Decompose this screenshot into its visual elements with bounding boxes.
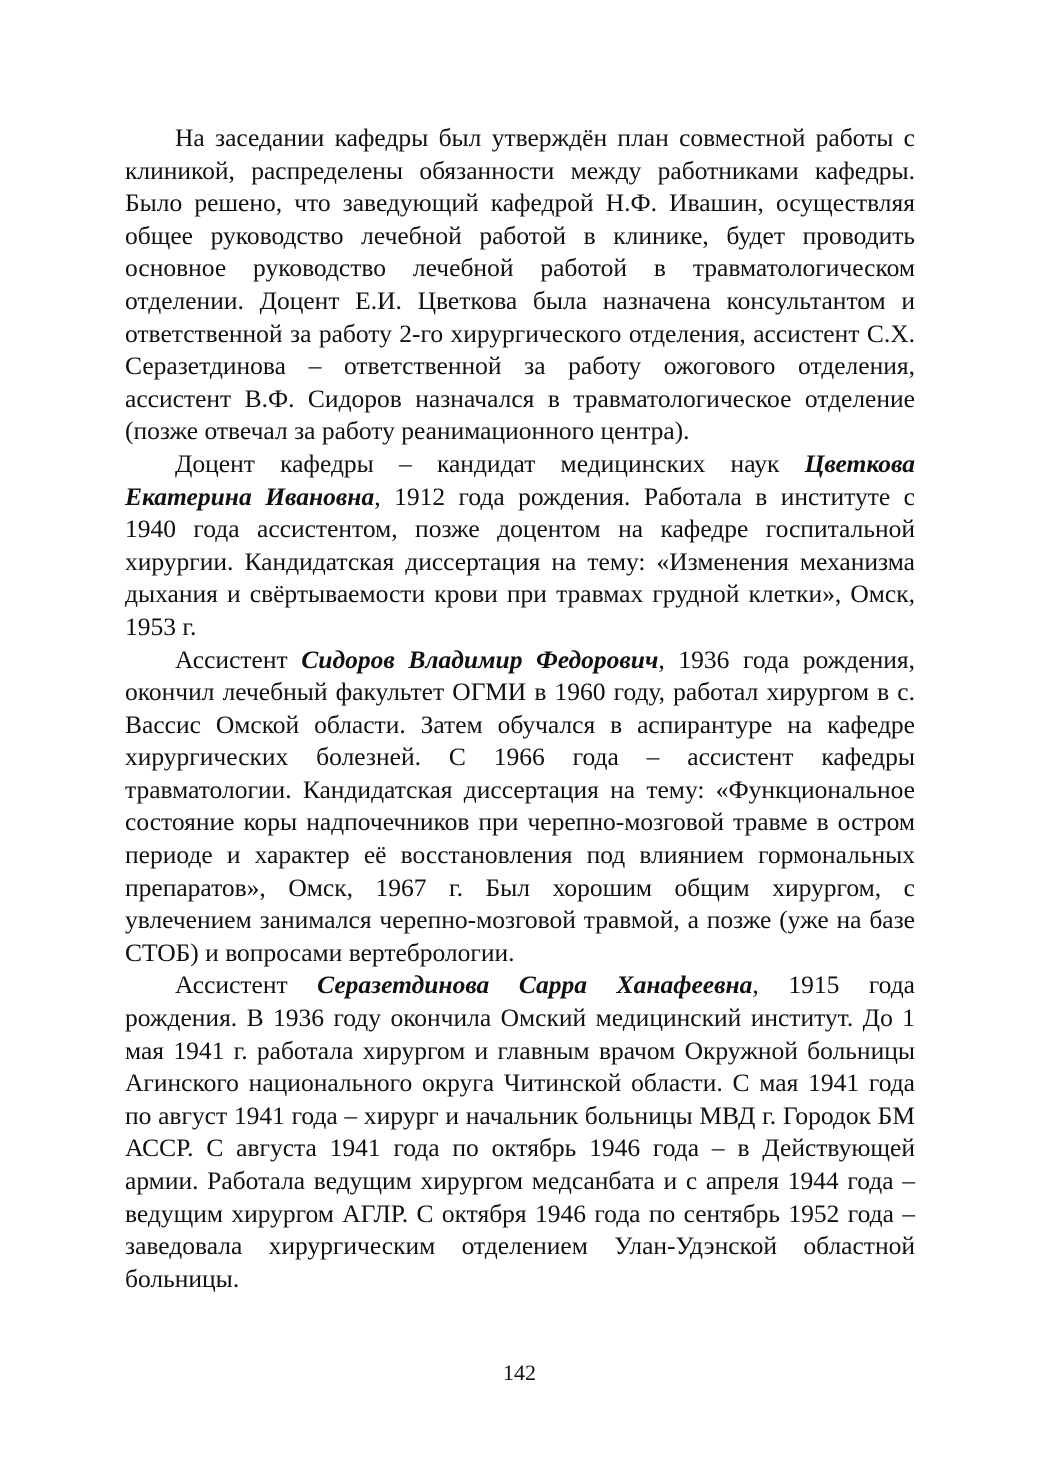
paragraph-text: Ассистент [175, 644, 302, 674]
page-number: 142 [503, 1360, 536, 1385]
person-name: Сидоров Владимир Федорович [301, 644, 659, 674]
paragraph-text: Ассистент [175, 970, 318, 1000]
paragraph-text: На заседании кафедры был утверждён план совместной работы с клиникой, распределены обязанности между работниками кафедры. Было решено, что заведующий кафедрой Н.Ф. Ивашин, осуществляя общее руководство лечебной работой в клинике, будет проводить основное руководство лечебной работой в травматологическом отделении. Доцент Е.И. Цветкова была назначена консультантом и ответственной за работу 2-го хирургического отделения, ассистент С.Х. Серазетдинова – ответственной за работу ожогового отделения, ассистент В.Ф. Сидоров назначался в травматологическое отделение (позже отвечал за работу реанимационного центра). [125, 123, 915, 446]
paragraph-text: Доцент кафедры – кандидат медицинских наук [175, 448, 805, 478]
paragraph-text: , 1915 года рождения. В 1936 году окончила Омский медицинский институт. До 1 мая 1941 г. работала хирургом и главным врачом Окружной больницы Агинского национального округа Читинской области. С мая 1941 года по август 1941 года – хирург и начальник больницы МВД г. Городок БМ АССР. С августа 1941 года по октябрь 1946 года – в Действующей армии. Работала ведущим хирургом медсанбата и с апреля 1944 года – ведущим хирургом АГЛР. С октября 1946 года по сентябрь 1952 года – заведовала хирургическим отделением Улан-Удэнской областной больницы. [125, 970, 915, 1293]
paragraph [125, 969, 915, 1295]
paragraph [125, 448, 915, 644]
page-body [125, 122, 915, 1295]
paragraph-text: , 1936 года рождения, окончил лечебный факультет ОГМИ в 1960 году, работал хирургом в с. Вассис Омской области. Затем обучался в аспирантуре на кафедре хирургических болезней. С 1966 года – ассистент кафедры травматологии. Кандидатская диссертация на тему: «Функциональное состояние коры надпочечников при черепно-мозговой травме в остром периоде и характер её восстановления под влиянием гормональных препаратов», Омск, 1967 г. Был хорошим общим хирургом, с увлечением занимался черепно-мозговой травмой, а позже (уже на базе СТОБ) и вопросами вертебрологии. [125, 644, 915, 967]
paragraph [125, 122, 915, 448]
person-name: Цветкова Екатерина Ивановна [125, 448, 915, 511]
person-name: Серазетдинова Сарра Ханафеевна [317, 970, 753, 1000]
paragraph [125, 644, 915, 970]
paragraph-text: , 1912 года рождения. Работала в институте с 1940 года ассистентом, позже доцентом на кафедре госпитальной хирургии. Кандидатская диссертация на тему: «Изменения механизма дыхания и свёртываемости крови при травмах грудной клетки», Омск, 1953 г. [125, 481, 915, 641]
